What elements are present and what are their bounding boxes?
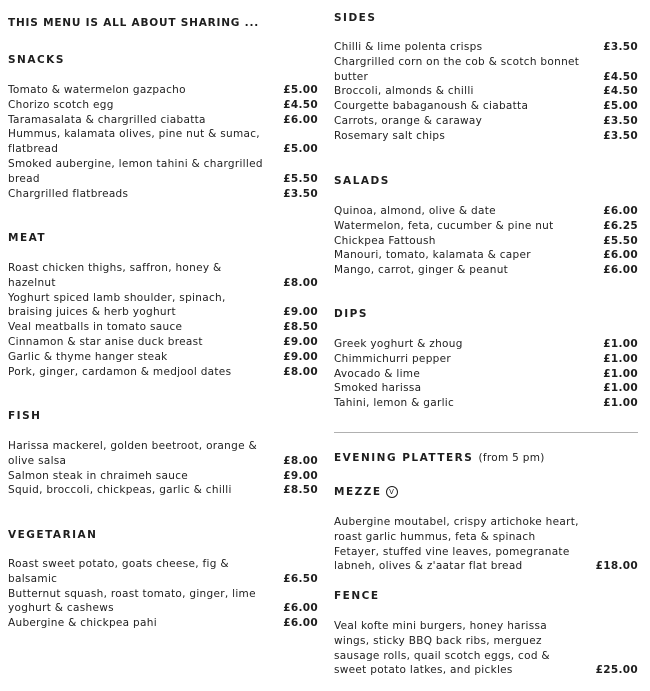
item-name: Broccoli, almonds & chilli [334, 85, 474, 98]
item-price: £8.00 [283, 454, 318, 467]
item-price: £1.00 [603, 367, 638, 380]
item-name: Chorizo scotch egg [8, 98, 114, 111]
menu-item [334, 204, 638, 219]
dips-list [334, 337, 638, 411]
menu-item [8, 320, 318, 335]
menu-item [334, 337, 638, 352]
menu-item [8, 365, 318, 380]
item-name: Avocado & lime [334, 367, 421, 380]
menu-item [334, 352, 638, 367]
menu-item [8, 127, 318, 157]
menu-intro: THIS MENU IS ALL ABOUT SHARING ... [8, 17, 260, 29]
meat-heading: MEAT [8, 232, 47, 244]
salads-list [334, 204, 638, 278]
item-name: Squid, broccoli, chickpeas, garlic & chilli [8, 484, 232, 497]
item-name: Chickpea Fattoush [334, 234, 436, 247]
item-price: £6.00 [603, 205, 638, 217]
item-name: Chimmichurri pepper [334, 352, 451, 365]
item-name: Taramasalata & chargrilled ciabatta [8, 113, 206, 126]
menu-item [8, 83, 318, 98]
menu-item [334, 234, 638, 249]
vegetarian-list [8, 557, 318, 631]
item-name: Smoked aubergine, lemon tahini & chargrilled bread [8, 157, 263, 185]
item-name: Veal kofte mini burgers, honey harissa wings, sticky BBQ back ribs, merguez sausage rolls, quail scotch eggs, cod & sweet potato latkes, and pickles [334, 620, 550, 677]
vegetarian-heading: VEGETARIAN [8, 529, 98, 541]
item-price: £6.00 [603, 249, 638, 262]
item-price: £6.50 [283, 572, 318, 585]
item-name: Chargrilled corn on the cob & scotch bonnet butter [334, 55, 580, 83]
item-name: Roast sweet potato, goats cheese, fig & balsamic [8, 558, 229, 585]
menu-item [8, 335, 318, 350]
item-price: £5.00 [283, 143, 318, 156]
item-name: Smoked harissa [334, 382, 422, 395]
item-name: Greek yoghurt & zhoug [334, 338, 463, 350]
item-name: Butternut squash, roast tomato, ginger, lime yoghurt & cashews [8, 587, 256, 615]
item-price: £6.00 [603, 264, 638, 277]
item-price: £8.50 [283, 484, 318, 497]
menu-item [334, 396, 638, 411]
item-name: Aubergine & chickpea pahi [8, 617, 157, 630]
menu-item [8, 157, 318, 187]
menu-item [8, 98, 318, 113]
menu-item [334, 381, 638, 396]
item-price: £1.00 [603, 352, 638, 365]
item-price: £3.50 [603, 41, 638, 53]
item-name: Mango, carrot, ginger & peanut [334, 264, 509, 277]
item-name: Garlic & thyme hanger steak [8, 350, 168, 363]
item-name: Courgette babaganoush & ciabatta [334, 100, 529, 113]
item-price: £5.00 [603, 100, 638, 113]
item-name: Rosemary salt chips [334, 129, 446, 142]
item-price: £4.50 [603, 70, 638, 83]
item-price: £8.00 [283, 276, 318, 289]
menu-item [334, 129, 638, 144]
item-name: Roast chicken thighs, saffron, honey & hazelnut [8, 262, 222, 289]
item-price: £9.00 [283, 469, 318, 482]
item-name: Veal meatballs in tomato sauce [8, 321, 183, 334]
mezze-heading [334, 486, 398, 498]
item-price: £6.25 [603, 219, 638, 232]
menu-item [334, 99, 638, 114]
vegetarian-icon: V [386, 486, 398, 498]
item-name: Cinnamon & star anise duck breast [8, 335, 203, 348]
item-name: Carrots, orange & caraway [334, 114, 483, 127]
menu-item [8, 557, 318, 587]
menu-item [334, 219, 638, 234]
item-price: £1.00 [603, 397, 638, 410]
item-name: Aubergine moutabel, crispy artichoke heart, roast garlic hummus, feta & spinach Fetayer, stuffed vine leaves, pomegranate labneh, olives & z'aatar flat bread [334, 516, 579, 573]
item-price: £18.00 [595, 560, 638, 573]
item-price: £3.50 [603, 114, 638, 127]
menu-item [8, 350, 318, 365]
menu-item [334, 515, 638, 574]
menu-item [334, 263, 638, 278]
menu-item [334, 40, 638, 55]
platters-note: (from 5 pm) [478, 452, 545, 464]
menu-item [334, 248, 638, 263]
fence-heading: FENCE [334, 590, 380, 602]
item-price: £8.50 [283, 321, 318, 334]
item-name: Quinoa, almond, olive & date [334, 205, 496, 217]
snacks-list [8, 83, 318, 201]
item-price: £4.50 [603, 85, 638, 98]
item-price: £6.00 [283, 602, 318, 615]
dips-heading: DIPS [334, 308, 368, 320]
item-name: Manouri, tomato, kalamata & caper [334, 249, 531, 262]
item-name: Tahini, lemon & garlic [334, 397, 455, 410]
menu-item [334, 367, 638, 382]
item-price: £1.00 [603, 338, 638, 350]
item-name: Hummus, kalamata olives, pine nut & sumac, flatbread [8, 128, 260, 156]
meat-list [8, 261, 318, 379]
sides-heading: SIDES [334, 12, 377, 24]
platters-heading [334, 452, 545, 464]
menu-item [8, 113, 318, 128]
item-name: Salmon steak in chraimeh sauce [8, 469, 189, 482]
item-price: £9.00 [283, 306, 318, 319]
item-price: £6.00 [283, 113, 318, 126]
snacks-heading: SNACKS [8, 54, 65, 66]
item-name: Pork, ginger, cardamon & medjool dates [8, 365, 232, 378]
item-price: £3.50 [603, 129, 638, 142]
fish-heading: FISH [8, 410, 42, 422]
menu-item [8, 587, 318, 617]
mezze-platter [334, 515, 638, 574]
item-name: Chargrilled flatbreads [8, 187, 129, 200]
item-price: £5.50 [283, 172, 318, 185]
menu-item [334, 114, 638, 129]
item-price: £4.50 [283, 98, 318, 111]
item-price: £9.00 [283, 350, 318, 363]
item-name: Harissa mackerel, golden beetroot, orange & olive salsa [8, 440, 257, 467]
menu-item [334, 84, 638, 99]
menu-item [8, 261, 318, 291]
item-name: Tomato & watermelon gazpacho [8, 84, 186, 96]
menu-item [8, 439, 318, 469]
section-divider [334, 432, 638, 433]
item-price: £5.00 [283, 84, 318, 96]
fish-list [8, 439, 318, 498]
menu-item [8, 469, 318, 484]
menu-item [334, 55, 638, 85]
item-price: £25.00 [595, 664, 638, 677]
item-name: Watermelon, feta, cucumber & pine nut [334, 219, 554, 232]
fence-platter [334, 619, 638, 678]
item-name: Chilli & lime polenta crisps [334, 41, 483, 53]
sides-list [334, 40, 638, 144]
platters-title: EVENING PLATTERS [334, 452, 474, 464]
mezze-title: MEZZE [334, 486, 382, 498]
menu-item [8, 483, 318, 498]
item-price: £1.00 [603, 382, 638, 395]
item-price: £5.50 [603, 234, 638, 247]
item-price: £6.00 [283, 617, 318, 630]
item-price: £8.00 [283, 365, 318, 378]
item-price: £9.00 [283, 335, 318, 348]
salads-heading: SALADS [334, 175, 390, 187]
item-price: £3.50 [283, 187, 318, 200]
menu-item [8, 616, 318, 631]
item-name: Yoghurt spiced lamb shoulder, spinach, braising juices & herb yoghurt [8, 291, 226, 319]
menu-item [334, 619, 638, 678]
menu-item [8, 291, 318, 321]
menu-item [8, 187, 318, 202]
